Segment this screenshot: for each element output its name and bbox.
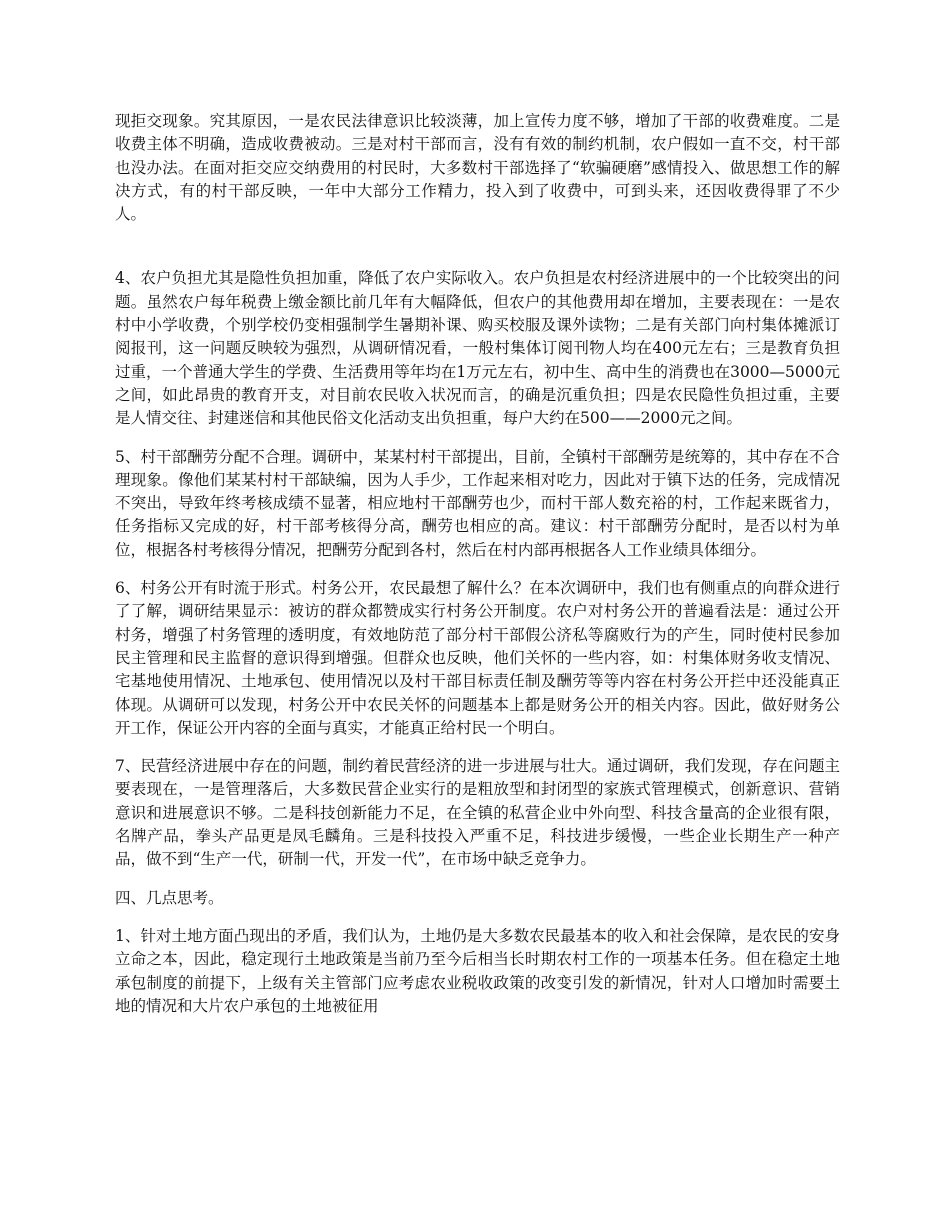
paragraph-cadre-pay: 5、村干部酬劳分配不合理。调研中，某某村村干部提出，目前，全镇村干部酬劳是统筹的，其中存在不合理现象。像他们某某村村干部缺编，因为人手少，工作起来相对吃力，因此对于镇下达的任务，完成情况不突出，导致年终考核成绩不显著，相应地村干部酬劳也少，而村干部人数充裕的村，工作起来既省力，任务指标又完成的好，村干部考核得分高，酬劳也相应的高。建议：村干部酬劳分配时，是否以村为单位，根据各村考核得分情况，把酬劳分配到各村，然后在村内部再根据各人工作业绩具体细分。 [115, 447, 840, 559]
paragraph-land-policy: 1、针对土地方面凸现出的矛盾，我们认为，土地仍是大多数农民最基本的收入和社会保障，是农民的安身立命之本，因此，稳定现行土地政策是当前乃至今后相当长时期农村工作的一项基本任务。但在稳定土地承包制度的前提下，上级有关主管部门应考虑农业税收政策的改变引发的新情况，针对人口增加时需要土地的情况和大片农户承包的土地被征用 [115, 926, 840, 1015]
section-heading-thoughts: 四、几点思考。 [115, 888, 224, 907]
document-page [115, 110, 840, 1033]
paragraph-village-affairs: 6、村务公开有时流于形式。村务公开，农民最想了解什么？在本次调研中，我们也有侧重点的向群众进行了了解，调研结果显示：被访的群众都赞成实行村务公开制度。农户对村务公开的普遍看法是：通过公开村务，增强了村务管理的透明度，有效地防范了部分村干部假公济私等腐败行为的产生，同时使村民参加民主管理和民主监督的意识得到增强。但群众也反映，他们关怀的一些内容，如：村集体财务收支情况、宅基地使用情况、土地承包、使用情况以及村干部目标责任制及酬劳等等内容在村务公开拦中还没能真正体现。从调研可以发现，村务公开中农民关怀的问题基本上都是财务公开的相关内容。因此，做好财务公开工作，保证公开内容的全面与真实，才能真正给村民一个明白。 [115, 579, 840, 737]
paragraph-refusal-causes: 现拒交现象。究其原因，一是农民法律意识比较淡薄，加上宣传力度不够，增加了干部的收费难度。二是收费主体不明确，造成收费被动。三是对村干部而言，没有有效的制约机制，农户假如一直不交，村干部也没办法。在面对拒交应交纳费用的村民时，大多数村干部选择了“软骗硬磨”感情投入、做思想工作的解决方式，有的村干部反映，一年中大部分工作精力，投入到了收费中，可到头来，还因收费得罪了不少人。 [115, 112, 840, 224]
section-spacer [115, 241, 840, 267]
paragraph-farmer-burden: 4、农户负担尤其是隐性负担加重，降低了农户实际收入。农户负担是农村经济进展中的一个比较突出的问题。虽然农户每年税费上缴金额比前几年有大幅降低，但农户的其他费用却在增加，主要表现在：一是农村中小学收费，个别学校仍变相强制学生暑期补课、购买校服及课外读物；二是有关部门向村集体摊派订阅报刊，这一问题反映较为强烈，从调研情况看，一般村集体订阅刊物人均在400元左右；三是教育负担过重，一个普通大学生的学费、生活费用等年均在1万元左右，初中生、高中生的消费也在3000—5000元之间，如此昂贵的教育开支，对目前农民收入状况而言，的确是沉重负担；四是农民隐性负担过重，主要是人情交往、封建迷信和其他民俗文化活动支出负担重，每户大约在500——2000元之间。 [115, 269, 840, 428]
paragraph-private-economy: 7、民营经济进展中存在的问题，制约着民营经济的进一步进展与壮大。通过调研，我们发现，存在问题主要表现在，一是管理落后，大多数民营企业实行的是粗放型和封闭型的家族式管理模式，创新意识、营销意识和进展意识不够。二是科技创新能力不足，在全镇的私营企业中外向型、科技含量高的企业很有限，名牌产品，拳头产品更是凤毛麟角。三是科技投入严重不足，科技进步缓慢，一些企业长期生产一种产品，做不到“生产一代，研制一代，开发一代”，在市场中缺乏竞争力。 [115, 757, 840, 869]
